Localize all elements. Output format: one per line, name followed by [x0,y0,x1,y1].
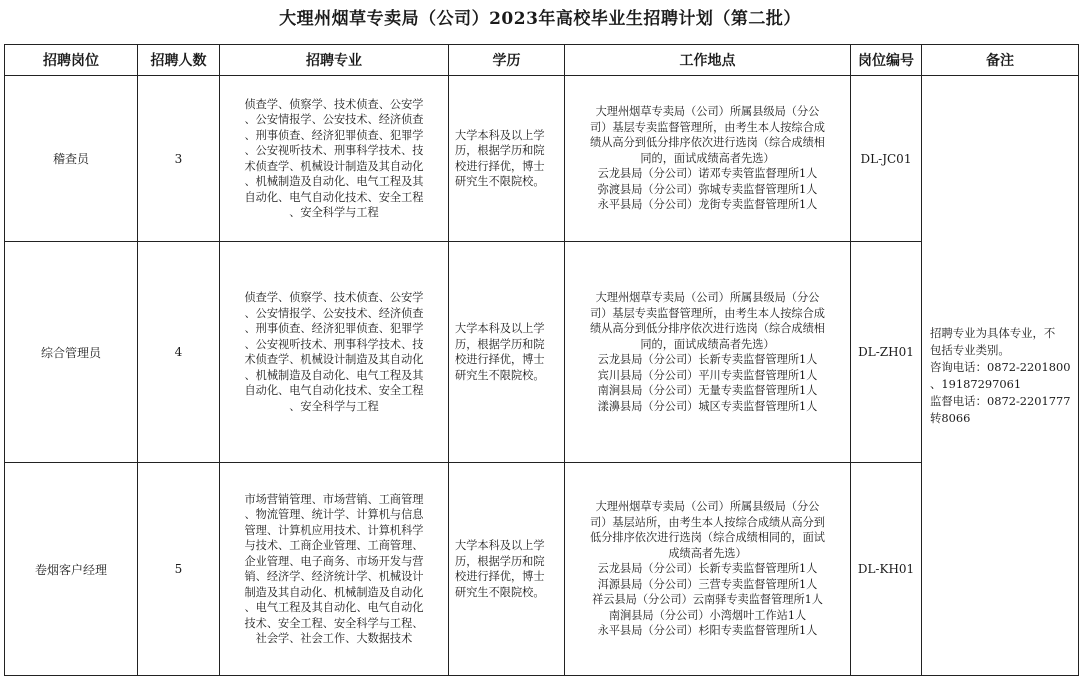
cell-major [220,76,449,242]
cell-text-line: 、刑事侦查、经济犯罪侦查、犯罪学 [244,322,424,335]
cell-text-line: 术侦查学、机械设计制造及其自动化 [244,159,424,173]
cell-text-line: 技术、安全工程、安全科学与工程、 [244,616,424,630]
cell-text-line: 、安全科学与工程 [289,206,379,219]
cell-position: 稽查员 [5,76,138,242]
cell-text-line: 、公安情报学、公安技术、经济侦查 [244,306,424,320]
cell-count: 5 [138,463,220,676]
recruitment-table [4,44,1079,676]
cell-text-line: 术侦查学、机械设计制造及其自动化 [244,353,424,366]
cell-text-line: 转8066 [930,410,971,425]
header-major: 招聘专业 [220,45,449,76]
cell-text-line: 制造及其自动化、机械制造及自动化 [244,585,424,599]
table-row [5,463,1079,676]
cell-text-line: 云龙县局（分公司）诺邓专卖管监督理所1人 [597,167,818,181]
cell-text-line: 管理、计算机应用技术、计算机科学 [244,523,424,537]
cell-education [449,76,565,242]
cell-text-line: 校进行择优，博士 [455,570,545,583]
cell-text-line: 历，根据学历和院 [455,554,545,568]
table-row [5,76,1079,242]
cell-text-line: 自动化、电气自动化技术、安全工程 [244,190,424,204]
cell-text-line: 云龙县局（分公司）长新专卖监督管理所1人 [597,562,818,576]
header-count: 招聘人数 [138,45,220,76]
cell-text-line: 研究生不限院校。 [455,585,545,599]
cell-text-line: 祥云县局（分公司）云南驿专卖监督管理所1人 [592,593,823,607]
cell-text-line: 、机械制造及自动化、电气工程及其 [244,175,424,188]
cell-education [449,463,565,676]
cell-code: DL-ZH01 [851,242,922,463]
cell-text-line: 校进行择优，博士 [455,159,545,173]
cell-text-line: 咨询电话：0872-2201800 [930,359,1071,374]
cell-text-line: 大理州烟草专卖局（公司）所属县级局（分公 [595,291,820,304]
cell-text-line: 、电气工程及其自动化、电气自动化 [244,601,424,614]
cell-count: 3 [138,76,220,242]
header-note: 备注 [922,45,1079,76]
cell-text-line: 企业管理、电子商务、市场开发与营 [244,554,424,568]
cell-text-line: 永平县局（分公司）杉阳专卖监督管理所1人 [597,624,818,638]
cell-count: 4 [138,242,220,463]
header-location: 工作地点 [565,45,851,76]
cell-text-line: 自动化、电气自动化技术、安全工程 [244,384,424,397]
cell-location [565,463,851,676]
cell-text-line: 包括专业类别。 [930,342,1010,357]
cell-text-line: 历，根据学历和院 [455,144,545,157]
cell-text-line: 招聘专业为具体专业，不 [930,325,1056,340]
cell-text-line: 监督电话：0872-2201777 [930,393,1071,408]
cell-text-line: 、安全科学与工程 [289,399,379,413]
cell-position: 综合管理员 [5,242,138,463]
header-code: 岗位编号 [851,45,922,76]
cell-location [565,76,851,242]
cell-text-line: 大学本科及以上学 [455,539,545,552]
cell-text-line: 大学本科及以上学 [455,128,545,142]
cell-text-line: 研究生不限院校。 [455,175,545,188]
cell-text-line: 低分排序依次进行选岗（综合成绩相同的，面试 [590,531,825,545]
cell-text-line: 、公安视听技术、刑事科学技术、技 [244,337,424,351]
cell-text-line: 永平县局（分公司）龙街专卖监督管理所1人 [597,198,818,212]
cell-text-line: 、物流管理、统计学、计算机与信息 [244,508,424,521]
cell-location [565,242,851,463]
header-education: 学历 [449,45,565,76]
cell-text-line: 销、经济学、经济统计学、机械设计 [244,570,424,583]
cell-text-line: 绩从高分到低分排序依次进行选岗（综合成绩相 [590,136,825,150]
header-position: 招聘岗位 [5,45,138,76]
cell-note [922,76,1079,676]
cell-text-line: 历，根据学历和院 [455,337,545,351]
cell-text-line: 大理州烟草专卖局（公司）所属县级局（分公 [595,105,820,119]
cell-text-line: 、刑事侦查、经济犯罪侦查、犯罪学 [244,128,424,142]
cell-major [220,463,449,676]
cell-text-line: 大理州烟草专卖局（公司）所属县级局（分公 [595,500,820,514]
cell-text-line: 、机械制造及自动化、电气工程及其 [244,368,424,382]
cell-text-line: 研究生不限院校。 [455,368,545,382]
document-title: 大理州烟草专卖局（公司）2023年高校毕业生招聘计划（第二批） [279,9,801,29]
cell-major [220,242,449,463]
cell-text-line: 侦查学、侦察学、技术侦查、公安学 [244,97,424,111]
cell-text-line: 侦查学、侦察学、技术侦查、公安学 [244,291,424,304]
cell-text-line: 同的，面试成绩高者先选） [640,337,775,351]
cell-text-line: 司）基层专卖监督管理所，由考生本人按综合成 [590,306,825,320]
cell-text-line: 司）基层专卖监督管理所，由考生本人按综合成 [590,120,825,134]
cell-text-line: 同的，面试成绩高者先选） [640,151,775,165]
cell-text-line: 成绩高者先选） [668,546,747,560]
cell-education [449,242,565,463]
cell-position: 卷烟客户经理 [5,463,138,676]
cell-text-line: 司）基层站所，由考生本人按综合成绩从高分到 [590,515,825,529]
cell-text-line: 南涧县局（分公司）小湾烟叶工作站1人 [608,608,807,622]
cell-text-line: 弥渡县局（分公司）弥城专卖监督管理所1人 [597,182,818,196]
cell-text-line: 与技术、工商企业管理、工商管理、 [244,539,424,552]
table-row [5,242,1079,463]
cell-text-line: 洱源县局（分公司）三营专卖监督管理所1人 [597,577,818,591]
cell-text-line: 云龙县局（分公司）长新专卖监督管理所1人 [597,353,818,366]
cell-text-line: 、19187297061 [930,376,1022,391]
cell-text-line: 社会学、社会工作、大数据技术 [255,632,413,645]
cell-text-line: 校进行择优，博士 [455,353,545,366]
cell-code: DL-JC01 [851,76,922,242]
cell-text-line: 、公安视听技术、刑事科学技术、技 [244,144,424,157]
cell-text-line: 、公安情报学、公安技术、经济侦查 [244,113,424,126]
cell-text-line: 南涧县局（分公司）无量专卖监督管理所1人 [597,384,818,397]
cell-code: DL-KH01 [851,463,922,676]
cell-text-line: 宾川县局（分公司）平川专卖监督管理所1人 [597,368,818,382]
table-header-row [5,45,1079,76]
cell-text-line: 绩从高分到低分排序依次进行选岗（综合成绩相 [590,322,825,335]
cell-text-line: 市场营销管理、市场营销、工商管理 [244,492,424,506]
cell-text-line: 大学本科及以上学 [455,322,545,335]
cell-text-line: 漾濞县局（分公司）城区专卖监督管理所1人 [597,399,818,413]
